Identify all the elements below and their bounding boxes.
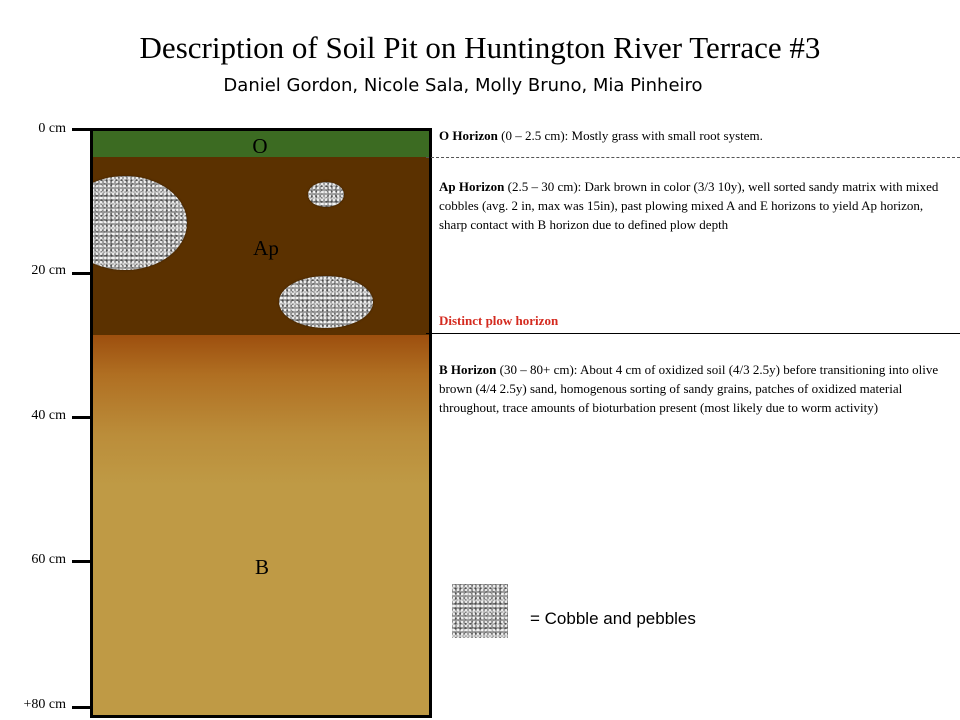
depth-tick-label-80: +80 cm: [23, 697, 66, 712]
depth-tick-label-0: 0 cm: [38, 121, 66, 136]
depth-tick-label-60: 60 cm: [31, 552, 66, 567]
plow-boundary-line: [426, 333, 960, 334]
b-horizon-band: [93, 335, 429, 715]
b-horizon-text: (30 – 80+ cm): About 4 cm of oxidized soil (4/3 2.5y) before transitioning into olive brown (4/4 2.5y) sand, homogenous sorting of sandy grains, patches of oxidized material throughout, trace amounts of bioturbation present (most likely due to worm activity): [439, 362, 939, 415]
o-ap-boundary-line: [426, 157, 960, 158]
depth-tick-label-40: 40 cm: [31, 408, 66, 423]
soil-pit-column: [90, 128, 432, 718]
ap-horizon-name: Ap Horizon: [439, 179, 505, 194]
cobble-medium: [279, 276, 373, 328]
cobble-swatch-icon: [452, 584, 508, 638]
plow-horizon-label: Distinct plow horizon: [439, 313, 559, 328]
depth-tick-label-20: 20 cm: [31, 263, 66, 278]
legend-text: = Cobble and pebbles: [530, 609, 696, 628]
ap-horizon-text: (2.5 – 30 cm): Dark brown in color (3/3 10y), well sorted sandy matrix with mixed cobbles (avg. 2 in, max was 15in), past plowing mixed A and E horizons to yield Ap horizon, sharp contact with B horizon due to defined plow depth: [439, 179, 939, 232]
o-horizon-label: O: [252, 134, 268, 158]
page-title: Description of Soil Pit on Huntington River Terrace #3: [139, 30, 821, 65]
b-horizon-name: B Horizon: [439, 362, 497, 377]
b-horizon-label: B: [254, 555, 269, 579]
ap-horizon-description: [439, 177, 944, 234]
o-horizon-text: (0 – 2.5 cm): Mostly grass with small root system.: [497, 128, 763, 143]
cobble-small: [308, 182, 344, 207]
ap-horizon-label: Ap: [253, 236, 279, 260]
o-horizon-description: [439, 126, 944, 145]
o-horizon-name: O Horizon: [439, 128, 498, 143]
b-horizon-description: [439, 360, 944, 417]
author-list: Daniel Gordon, Nicole Sala, Molly Bruno, Mia Pinheiro: [223, 75, 703, 96]
